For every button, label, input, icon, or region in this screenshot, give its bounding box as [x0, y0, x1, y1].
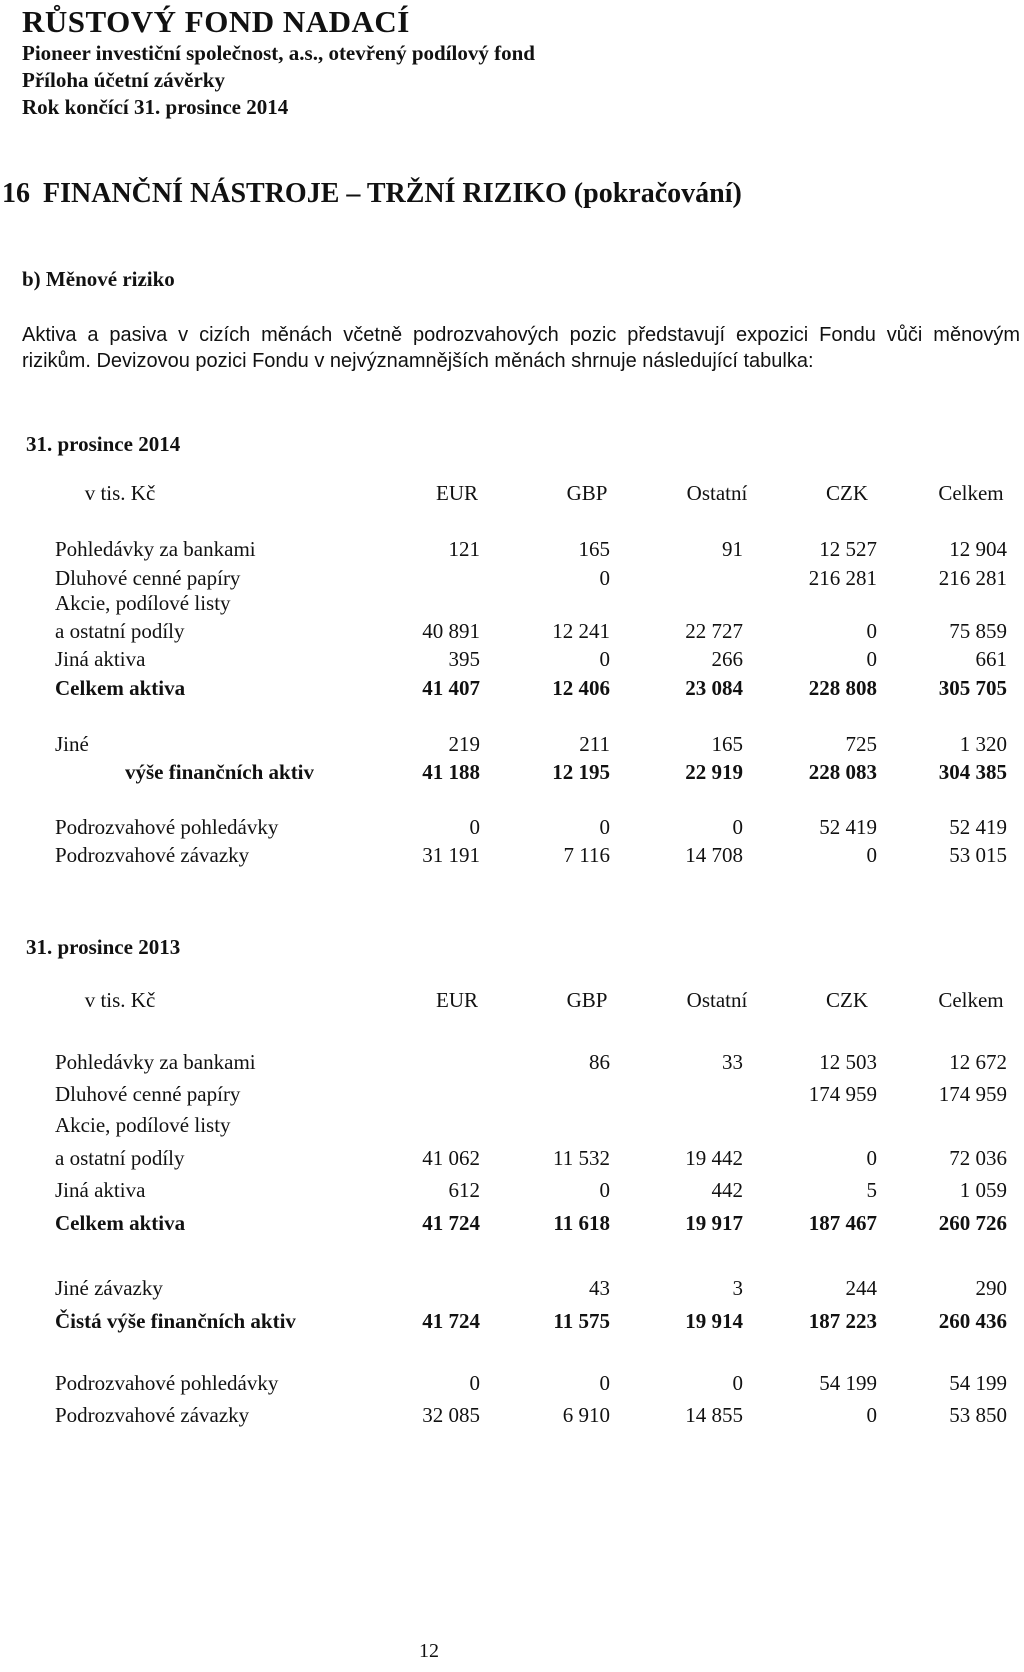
cell-eur: 0: [469, 815, 480, 839]
cell-czk: 54 199: [819, 1371, 877, 1395]
cell-celkem: 1 320: [959, 732, 1007, 756]
cell-czk: 12 503: [819, 1050, 877, 1074]
cell-gbp: 6 910: [562, 1403, 610, 1427]
cell-eur: 41 407: [422, 676, 480, 700]
cell-celkem: 305 705: [938, 676, 1007, 700]
cell-gbp: 211: [579, 732, 610, 756]
row-label: Celkem aktiva: [55, 676, 186, 700]
unit-label: v tis. Kč: [84, 988, 156, 1012]
cell-czk: 12 527: [819, 537, 877, 561]
cell-czk: 0: [866, 1146, 877, 1170]
row-label: Jiná aktiva: [55, 1178, 146, 1202]
col-czk: CZK: [826, 988, 868, 1012]
cell-ostatni: 266: [711, 647, 743, 671]
cell-eur: 121: [448, 537, 480, 561]
cell-gbp: 12 406: [552, 676, 610, 700]
cell-czk: 0: [866, 619, 877, 643]
col-celkem: Celkem: [938, 481, 1004, 505]
cell-celkem: 72 036: [949, 1146, 1007, 1170]
cell-ostatni: 22 919: [685, 760, 743, 784]
col-eur: EUR: [436, 481, 478, 505]
cell-gbp: 11 575: [553, 1309, 610, 1333]
cell-eur: 41 062: [422, 1146, 480, 1170]
table-row: [0, 812, 1024, 842]
row-label: Podrozvahové závazky: [55, 843, 250, 867]
cell-czk: 244: [845, 1276, 877, 1300]
table-row: [0, 1110, 1024, 1140]
document-type: Příloha účetní závěrky: [22, 68, 225, 92]
cell-celkem: 290: [975, 1276, 1007, 1300]
cell-gbp: 7 116: [563, 843, 610, 867]
unit-label: v tis. Kč: [84, 481, 156, 505]
table-row: [0, 644, 1024, 674]
row-label: Jiné: [55, 732, 89, 756]
cell-gbp: 0: [599, 815, 610, 839]
cell-ostatni: 442: [711, 1178, 743, 1202]
cell-czk: 187 467: [808, 1211, 877, 1235]
cell-czk: 0: [866, 843, 877, 867]
cell-czk: 228 808: [808, 676, 877, 700]
cell-czk: 0: [866, 647, 877, 671]
cell-celkem: 12 904: [949, 537, 1007, 561]
document-header: [22, 4, 535, 121]
row-label: Pohledávky za bankami: [55, 537, 256, 561]
table-header-row: [0, 478, 1024, 508]
cell-celkem: 260 726: [938, 1211, 1007, 1235]
cell-ostatni: 14 855: [685, 1403, 743, 1427]
table-row: [0, 1175, 1024, 1205]
cell-ostatni: 0: [732, 815, 743, 839]
cell-eur: 395: [448, 647, 480, 671]
table-row: [0, 673, 1024, 703]
cell-celkem: 304 385: [938, 760, 1007, 784]
section-title: FINANČNÍ NÁSTROJE – TRŽNÍ RIZIKO (pokračování): [43, 178, 742, 209]
cell-eur: 612: [448, 1178, 480, 1202]
cell-celkem: 53 015: [949, 843, 1007, 867]
cell-czk: 228 083: [808, 760, 877, 784]
cell-ostatni: 22 727: [685, 619, 743, 643]
cell-czk: 725: [845, 732, 877, 756]
row-label: Podrozvahové pohledávky: [55, 1371, 279, 1395]
row-label: Pohledávky za bankami: [55, 1050, 256, 1074]
cell-gbp: 12 241: [552, 619, 610, 643]
cell-eur: 219: [448, 732, 480, 756]
cell-eur: 0: [469, 1371, 480, 1395]
fund-title: RŮSTOVÝ FOND NADACÍ: [22, 4, 410, 39]
col-gbp: GBP: [566, 481, 608, 505]
row-label: Dluhové cenné papíry: [55, 566, 241, 590]
row-label: a ostatní podíly: [55, 1146, 185, 1170]
cell-gbp: 86: [589, 1050, 610, 1074]
cell-celkem: 174 959: [938, 1082, 1007, 1106]
cell-eur: 41 724: [422, 1309, 480, 1333]
table-row: [0, 588, 1024, 618]
cell-celkem: 260 436: [938, 1309, 1007, 1333]
cell-gbp: 12 195: [552, 760, 610, 784]
cell-czk: 52 419: [819, 815, 877, 839]
subsection-heading: b) Měnové riziko: [22, 267, 175, 291]
cell-gbp: 0: [599, 1178, 610, 1202]
row-label: Čistá výše finančních aktiv: [55, 1309, 296, 1333]
reporting-period: Rok končící 31. prosince 2014: [22, 95, 289, 119]
cell-eur: 41 724: [422, 1211, 480, 1235]
cell-ostatni: 33: [722, 1050, 743, 1074]
col-eur: EUR: [436, 988, 478, 1012]
table-header-row: [0, 985, 1024, 1015]
table-row: [0, 1400, 1024, 1430]
cell-gbp: 11 532: [553, 1146, 610, 1170]
cell-czk: 5: [866, 1178, 877, 1202]
cell-czk: 0: [866, 1403, 877, 1427]
table-row: [0, 1143, 1024, 1173]
table-row: [0, 1273, 1024, 1303]
cell-czk: 216 281: [808, 566, 877, 590]
fund-subtitle: Pioneer investiční společnost, a.s., otevřený podílový fond: [22, 41, 535, 65]
table-row: [0, 1079, 1024, 1109]
table-date-2014: 31. prosince 2014: [26, 432, 181, 456]
cell-gbp: 0: [599, 1371, 610, 1395]
section-number: 16: [2, 178, 30, 209]
col-ostatni: Ostatní: [686, 988, 748, 1012]
cell-ostatni: 91: [722, 537, 743, 561]
cell-ostatni: 165: [711, 732, 743, 756]
cell-celkem: 12 672: [949, 1050, 1007, 1074]
row-label: Jiné závazky: [55, 1276, 163, 1300]
cell-celkem: 1 059: [959, 1178, 1007, 1202]
row-label: Akcie, podílové listy: [55, 1113, 231, 1137]
table-row: [0, 1208, 1024, 1238]
cell-gbp: 0: [599, 647, 610, 671]
cell-celkem: 216 281: [938, 566, 1007, 590]
row-label: Celkem aktiva: [55, 1211, 186, 1235]
cell-celkem: 54 199: [949, 1371, 1007, 1395]
table-row: [0, 840, 1024, 870]
row-label: a ostatní podíly: [55, 619, 185, 643]
cell-celkem: 75 859: [949, 619, 1007, 643]
cell-eur: 31 191: [422, 843, 480, 867]
table-row: [0, 534, 1024, 564]
section-heading: [2, 178, 742, 210]
cell-ostatni: 19 442: [685, 1146, 743, 1170]
table-row: [0, 1306, 1024, 1336]
table-row: [0, 616, 1024, 646]
cell-celkem: 661: [975, 647, 1007, 671]
cell-ostatni: 3: [732, 1276, 743, 1300]
row-label: Dluhové cenné papíry: [55, 1082, 241, 1106]
row-label: výše finančních aktiv: [125, 760, 315, 784]
cell-czk: 174 959: [808, 1082, 877, 1106]
cell-ostatni: 19 914: [685, 1309, 743, 1333]
row-label: Podrozvahové pohledávky: [55, 815, 279, 839]
row-label: Akcie, podílové listy: [55, 591, 231, 615]
table-row: [0, 1047, 1024, 1077]
cell-gbp: 165: [578, 537, 610, 561]
table-row: [0, 729, 1024, 759]
col-ostatni: Ostatní: [686, 481, 748, 505]
cell-gbp: 0: [599, 566, 610, 590]
cell-czk: 187 223: [808, 1309, 877, 1333]
col-czk: CZK: [826, 481, 868, 505]
table-row: [0, 757, 1024, 787]
cell-eur: 32 085: [422, 1403, 480, 1427]
cell-celkem: 52 419: [949, 815, 1007, 839]
cell-ostatni: 19 917: [685, 1211, 743, 1235]
table-date-2013: 31. prosince 2013: [26, 935, 181, 959]
cell-eur: 41 188: [422, 760, 480, 784]
cell-ostatni: 23 084: [685, 676, 743, 700]
table-row: [0, 1368, 1024, 1398]
col-celkem: Celkem: [938, 988, 1004, 1012]
row-label: Podrozvahové závazky: [55, 1403, 250, 1427]
cell-celkem: 53 850: [949, 1403, 1007, 1427]
cell-gbp: 11 618: [553, 1211, 610, 1235]
intro-paragraph: Aktiva a pasiva v cizích měnách včetně podrozvahových pozic představují expozici Fondu vůči měnovým rizikům. Devizovou pozici Fondu v nejvýznamnějších měnách shrnuje následující tabulka:: [22, 324, 1020, 372]
page-number: 12: [419, 1640, 439, 1662]
cell-ostatni: 14 708: [685, 843, 743, 867]
cell-ostatni: 0: [732, 1371, 743, 1395]
col-gbp: GBP: [566, 988, 608, 1012]
row-label: Jiná aktiva: [55, 647, 146, 671]
cell-eur: 40 891: [422, 619, 480, 643]
cell-gbp: 43: [589, 1276, 610, 1300]
